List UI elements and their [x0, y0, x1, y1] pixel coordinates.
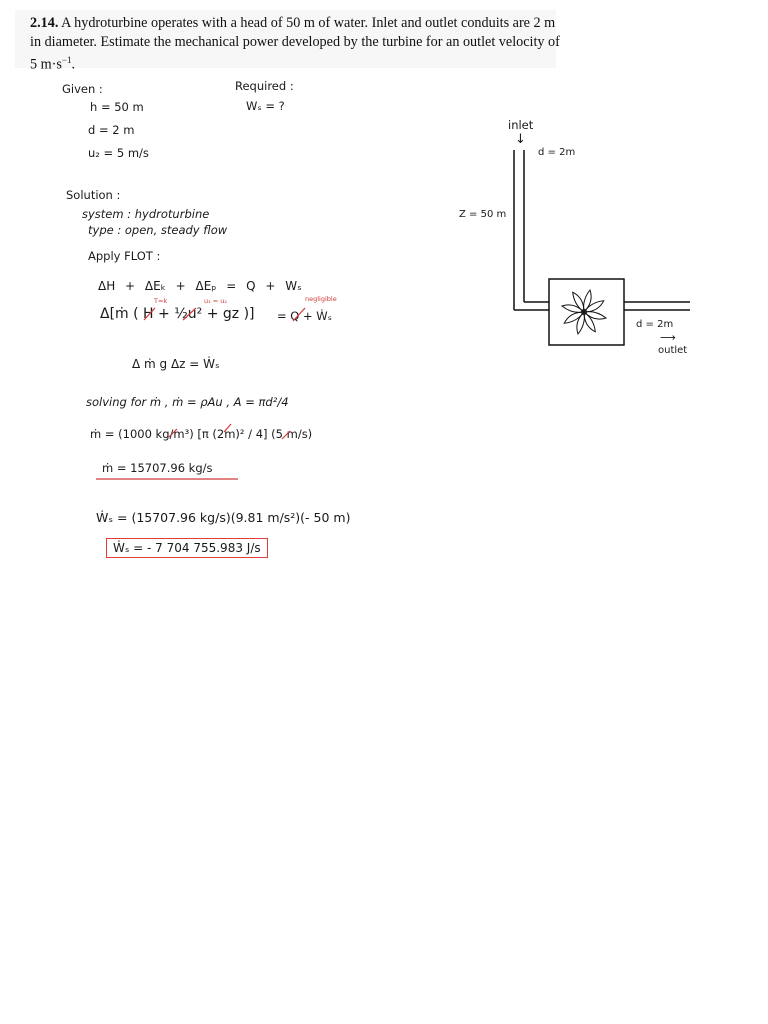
given-d: d = 2 m: [88, 123, 135, 137]
note-u1-equals-u2: u₁ = u₂: [204, 297, 228, 305]
diagram-outlet-label: outlet: [658, 345, 688, 356]
ws-final-result: Ẇₛ = - 7 704 755.983 J/s: [106, 538, 268, 558]
mdot-result: ṁ = 15707.96 kg/s: [102, 461, 213, 475]
red-cross-outs: [144, 308, 305, 439]
diagram-inlet-diameter: d = 2m: [538, 147, 576, 158]
solution-title: Solution :: [66, 188, 121, 202]
energy-balance: ΔH + ΔEₖ + ΔEₚ = Q + Wₛ: [98, 279, 302, 293]
turbine-rotor: [562, 290, 606, 334]
cross-out-h: [144, 308, 155, 320]
diagram-inlet-arrow: ↓: [515, 132, 526, 147]
cross-out-m2: [282, 431, 290, 439]
given-title: Given :: [62, 82, 103, 96]
note-negligible: negligible: [305, 295, 337, 303]
expanded-equation-left: Δ[ṁ ( H + ½u² + gz )]: [100, 306, 255, 322]
required-title: Required :: [235, 79, 294, 93]
diagram-outlet-diameter: d = 2m: [636, 319, 674, 330]
problem-end: .: [71, 56, 76, 73]
given-h: h = 50 m: [90, 100, 144, 114]
ws-expression: Ẇₛ = (15707.96 kg/s)(9.81 m/s²)(- 50 m): [96, 510, 351, 525]
solving-for-line: solving for ṁ , ṁ = ρAu , A = πd²/4: [86, 395, 289, 409]
cross-out-m1: [224, 424, 231, 432]
problem-body: A hydroturbine operates with a head of 50 m of water. Inlet and outlet conduits are 2 m in diameter. Estimate the mechanical power developed by the turbine for an outlet velocity of 5 m·s: [30, 15, 560, 73]
cross-out-u: [183, 308, 196, 320]
expanded-equation-right: = Q + Ẇₛ: [277, 309, 332, 323]
cross-out-m3: [169, 429, 177, 437]
solution-type: type : open, steady flow: [88, 223, 228, 237]
required-ws: Wₛ = ?: [246, 99, 285, 113]
problem-exponent: −1: [61, 55, 72, 65]
solution-system: system : hydroturbine: [82, 207, 210, 221]
mdot-expression: ṁ = (1000 kg/m³) [π (2m)² / 4] (5 m/s): [90, 427, 313, 441]
solution-apply: Apply FLOT :: [88, 249, 161, 263]
simplified-equation: Δ ṁ g Δz = Ẇₛ: [132, 357, 220, 371]
cross-out-q: [293, 308, 305, 321]
diagram-height-label: Z = 50 m: [459, 209, 507, 220]
note-t-equals-k: T=k: [154, 297, 168, 305]
diagram-outlet-arrow: ⟶: [660, 331, 676, 344]
given-u2: u₂ = 5 m/s: [88, 146, 149, 160]
diagram-inlet-label: inlet: [508, 118, 534, 132]
problem-number: 2.14.: [30, 15, 59, 31]
